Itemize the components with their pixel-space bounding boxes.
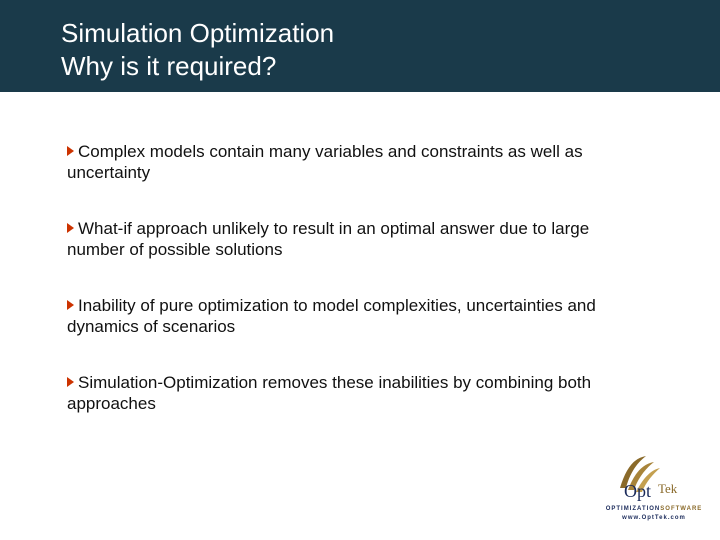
bullet-arrow-icon — [67, 300, 74, 310]
logo-url: www.OptTek.com — [622, 515, 686, 521]
bullet-item — [67, 141, 627, 183]
bullet-arrow-icon — [67, 146, 74, 156]
bullet-item — [67, 295, 627, 337]
slide-title-line-1: Simulation Optimization — [61, 18, 335, 48]
bullet-text: Complex models contain many variables and constraints as well as uncertainty — [67, 142, 583, 182]
bullet-arrow-icon — [67, 223, 74, 233]
bullet-text: Simulation-Optimization removes these inabilities by combining both approaches — [67, 373, 592, 413]
bullet-arrow-icon — [67, 377, 74, 387]
logo-name-tek: Tek — [658, 481, 678, 496]
bullet-item — [67, 218, 627, 260]
bullet-item — [67, 372, 627, 414]
logo-name-opt: Opt — [624, 481, 651, 501]
bullet-text: Inability of pure optimization to model complexities, uncertainties and dynamics of scenarios — [67, 296, 596, 336]
slide-title-line-2: Why is it required? — [61, 51, 277, 81]
bullet-text: What-if approach unlikely to result in an optimal answer due to large number of possible solutions — [67, 219, 590, 259]
logo-tagline: OPTIMIZATIONSOFTWARE — [605, 506, 703, 512]
